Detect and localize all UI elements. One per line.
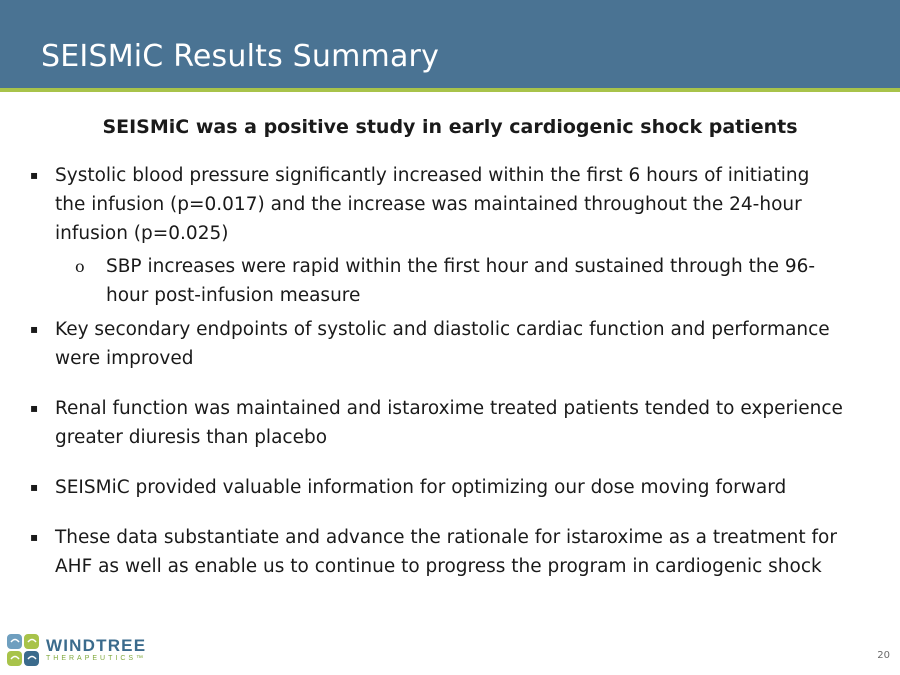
bullet-text: Key secondary endpoints of systolic and diastolic cardiac function and performance were improved [55, 319, 830, 369]
bullet-text: SEISMiC provided valuable information for optimizing our dose moving forward [55, 477, 787, 498]
bullet-marker-icon: ▪ [30, 168, 39, 182]
bullet-text: Systolic blood pressure significantly increased within the first 6 hours of initiating the infusion (p=0.017) and the increase was maintained throughout the 24-hour infusion (p=0.025) [55, 165, 810, 244]
bullet-item [30, 161, 845, 248]
logo-name: WINDTREE [46, 635, 147, 655]
sub-bullet-item [75, 252, 855, 310]
windtree-logo-icon [6, 633, 40, 667]
windtree-logo [6, 633, 146, 667]
sub-bullet-text: SBP increases were rapid within the first hour and sustained through the 96-hour post-infusion measure [106, 256, 816, 306]
sub-bullet-marker-icon: o [75, 257, 85, 276]
bullet-item [30, 315, 845, 373]
bullet-item [30, 523, 845, 581]
bullet-marker-icon: ▪ [30, 480, 39, 494]
page-number: 20 [877, 650, 890, 661]
bullet-marker-icon: ▪ [30, 530, 39, 544]
bullet-item [30, 394, 845, 452]
slide-subtitle: SEISMiC was a positive study in early cardiogenic shock patients [102, 116, 798, 138]
bullet-text: These data substantiate and advance the rationale for istaroxime as a treatment for AHF as well as enable us to continue to progress the program in cardiogenic shock [55, 527, 837, 577]
bullet-marker-icon: ▪ [30, 401, 39, 415]
bullet-marker-icon: ▪ [30, 322, 39, 336]
slide-title: SEISMiC Results Summary [41, 39, 440, 74]
logo-subtitle: THERAPEUTICS™ [46, 654, 147, 662]
bullet-item [30, 473, 845, 502]
header-accent-rule [0, 88, 900, 92]
bullet-text: Renal function was maintained and istaroxime treated patients tended to experience greater diuresis than placebo [55, 398, 843, 448]
